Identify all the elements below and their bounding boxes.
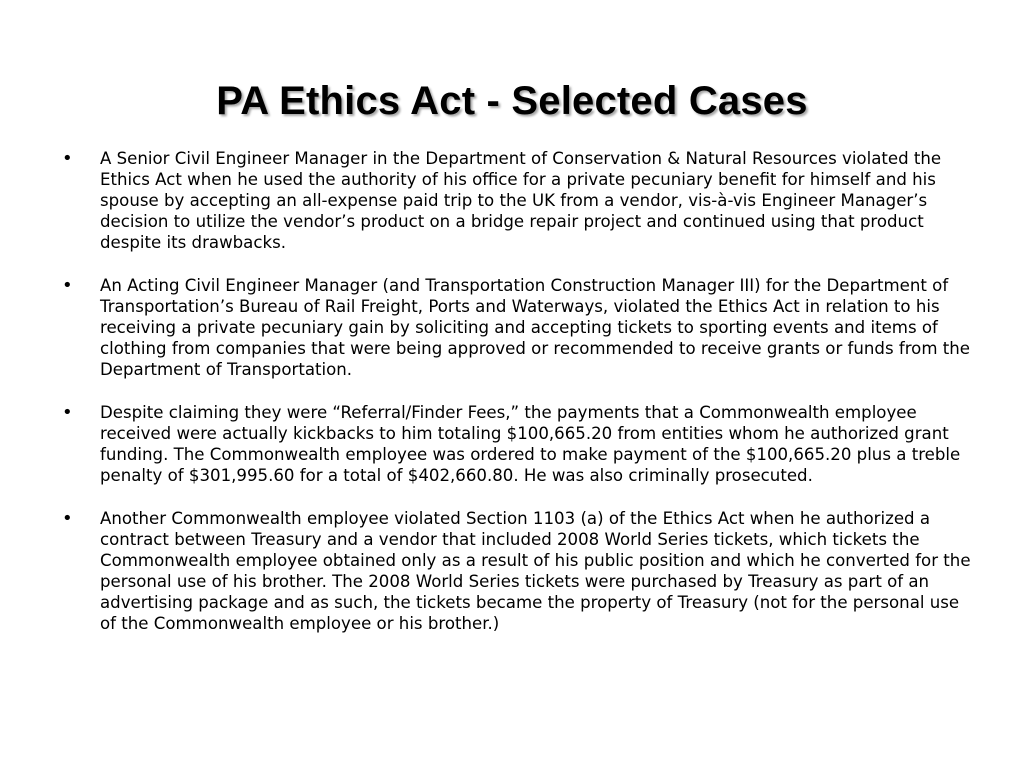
bullet-item	[62, 402, 972, 486]
bullet-item	[62, 275, 972, 380]
bullet-text: Despite claiming they were “Referral/Finder Fees,” the payments that a Commonwealth employee received were actually kickbacks to him totaling $100,665.20 from entities whom he authorized grant funding. The Commonwealth employee was ordered to make payment of the $100,665.20 plus a treble penalty of $301,995.60 for a total of $402,660.80. He was also criminally prosecuted.	[100, 403, 961, 485]
slide-title: PA Ethics Act - Selected Cases	[216, 78, 808, 123]
bullet-item	[62, 508, 972, 634]
bullet-item	[62, 148, 972, 253]
bullet-list	[62, 148, 972, 656]
bullet-text: A Senior Civil Engineer Manager in the Department of Conservation & Natural Resources violated the Ethics Act when he used the authority of his office for a private pecuniary benefit for himself and his spouse by accepting an all-expense paid trip to the UK from a vendor, vis-à-vis Engineer Manager’s decision to utilize the vendor’s product on a bridge repair project and continued using that product despite its drawbacks.	[100, 149, 942, 252]
bullet-icon: •	[62, 275, 73, 296]
bullet-text: An Acting Civil Engineer Manager (and Transportation Construction Manager III) for the Department of Transportation’s Bureau of Rail Freight, Ports and Waterways, violated the Ethics Act in relation to his receiving a private pecuniary gain by soliciting and accepting tickets to sporting events and items of clothing from companies that were being approved or recommended to receive grants or funds from the Department of Transportation.	[100, 276, 970, 379]
bullet-icon: •	[62, 508, 73, 529]
bullet-icon: •	[62, 402, 73, 423]
bullet-icon: •	[62, 148, 73, 169]
bullet-text: Another Commonwealth employee violated Section 1103 (a) of the Ethics Act when he authorized a contract between Treasury and a vendor that included 2008 World Series tickets, which tickets the Commonwealth employee obtained only as a result of his public position and which he converted for the personal use of his brother. The 2008 World Series tickets were purchased by Treasury as part of an advertising package and as such, the tickets became the property of Treasury (not for the personal use of the Commonwealth employee or his brother.)	[100, 509, 971, 633]
